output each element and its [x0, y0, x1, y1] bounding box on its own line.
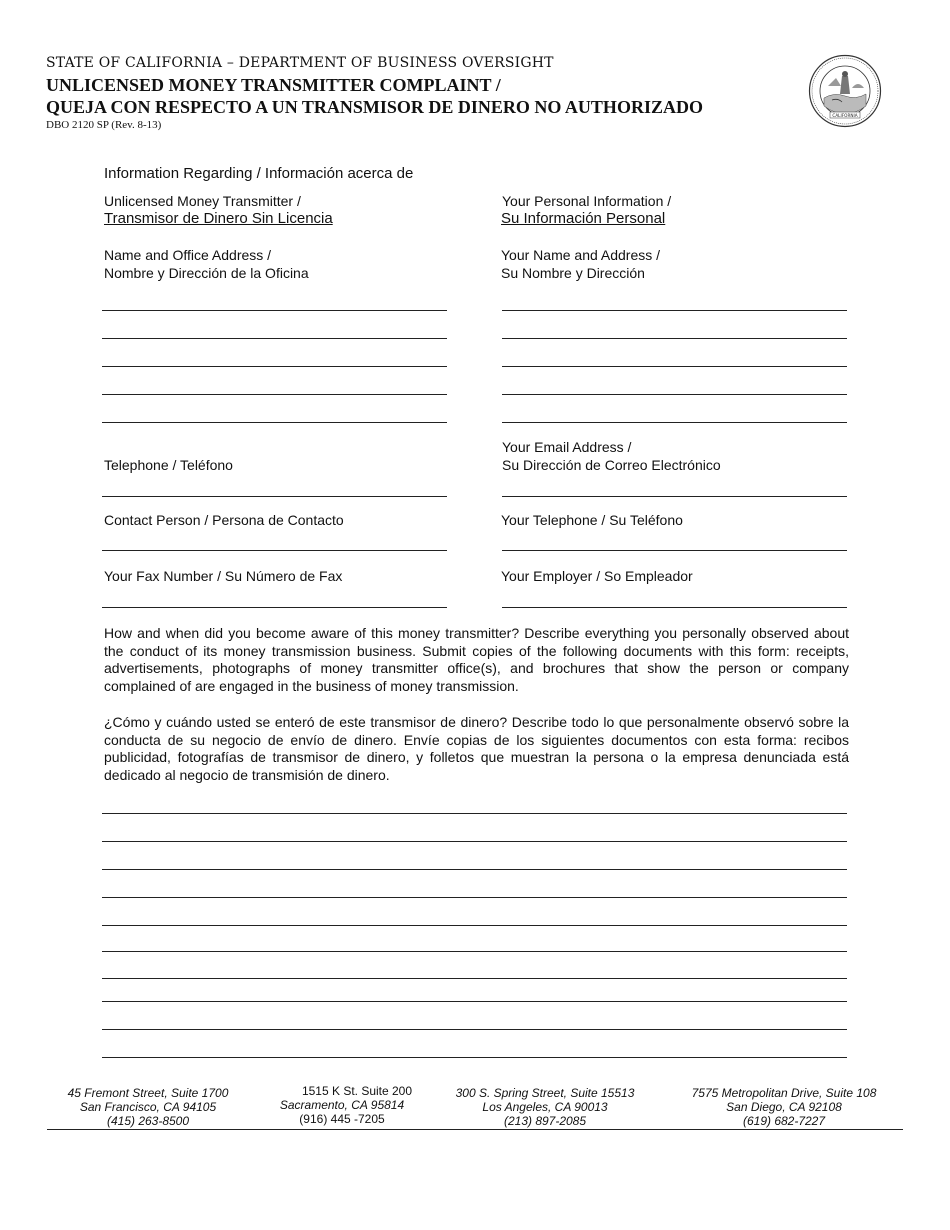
form-title-english: UNLICENSED MONEY TRANSMITTER COMPLAINT /	[46, 75, 501, 95]
contact-person-label: Contact Person / Persona de Contacto	[104, 512, 344, 528]
agency-name: STATE OF CALIFORNIA – DEPARTMENT OF BUSINESS OVERSIGHT	[46, 55, 554, 71]
footer-rule	[47, 1129, 903, 1130]
office-san-diego	[679, 1086, 889, 1128]
telephone-field[interactable]	[102, 496, 447, 497]
office-street: 1515 K St. Suite 200	[301, 1084, 413, 1098]
office-city: San Francisco, CA 94105	[79, 1100, 217, 1114]
employer-label: Your Employer / So Empleador	[501, 568, 693, 584]
office-phone: (916) 445 -7205	[299, 1112, 385, 1126]
office-los-angeles	[445, 1086, 645, 1128]
office-sacramento	[262, 1084, 422, 1126]
section-intro: Information Regarding / Información acerca de	[104, 165, 414, 182]
your-address-line-3[interactable]	[502, 366, 847, 367]
description-line-5[interactable]	[102, 925, 847, 926]
description-line-8[interactable]	[102, 1001, 847, 1002]
office-address-label-spanish: Nombre y Dirección de la Oficina	[104, 265, 309, 281]
description-line-4[interactable]	[102, 897, 847, 898]
office-phone: (619) 682-7227	[742, 1114, 826, 1128]
description-line-1[interactable]	[102, 813, 847, 814]
transmitter-heading: Unlicensed Money Transmitter /	[104, 193, 301, 209]
email-label-spanish: Su Dirección de Correo Electrónico	[502, 457, 721, 473]
transmitter-heading-spanish: Transmisor de Dinero Sin Licencia	[104, 210, 333, 227]
telephone-label: Telephone / Teléfono	[104, 457, 233, 473]
description-line-10[interactable]	[102, 1057, 847, 1058]
your-telephone-field[interactable]	[502, 550, 847, 551]
description-line-9[interactable]	[102, 1029, 847, 1030]
instructions-spanish: ¿Cómo y cuándo usted se enteró de este transmisor de dinero? Describe todo lo que personalmente observó sobre la conducta de su negocio de envío de dinero. Envíe copias de los siguientes documentos con esta forma: recibos publicidad, fotografías de transmisor de dinero, y folletos que muestran la persona o la empresa denunciada está dedicado al negocio de transmisión de dinero.	[104, 714, 849, 783]
office-phone: (213) 897-2085	[503, 1114, 587, 1128]
your-address-line-2[interactable]	[502, 338, 847, 339]
office-street: 45 Fremont Street, Suite 1700	[67, 1086, 229, 1100]
office-city: Sacramento, CA 95814	[279, 1098, 405, 1112]
description-line-2[interactable]	[102, 841, 847, 842]
office-street: 300 S. Spring Street, Suite 15513	[455, 1086, 635, 1100]
office-city: Los Angeles, CA 90013	[482, 1100, 608, 1114]
description-line-3[interactable]	[102, 869, 847, 870]
your-address-label: Your Name and Address /	[501, 247, 661, 263]
instructions-english: How and when did you become aware of this money transmitter? Describe everything you personally observed about the conduct of its money transmission business. Submit copies of the following documents with this form: receipts, advertisements, photographs of money transmitter office(s), and brochures that show the person or company complained of are engaged in the business of money transmission.	[104, 625, 849, 694]
state-seal-icon	[808, 54, 882, 128]
your-address-label-spanish: Su Nombre y Dirección	[501, 265, 645, 281]
office-address-label: Name and Office Address /	[104, 247, 272, 263]
office-address-line-1[interactable]	[102, 310, 447, 311]
office-address-line-5[interactable]	[102, 422, 447, 423]
form-number: DBO 2120 SP (Rev. 8-13)	[46, 119, 162, 131]
form-title-spanish: QUEJA CON RESPECTO A UN TRANSMISOR DE DINERO NO AUTHORIZADO	[46, 97, 703, 117]
your-address-line-1[interactable]	[502, 310, 847, 311]
your-telephone-label: Your Telephone / Su Teléfono	[501, 512, 683, 528]
personal-info-heading-spanish: Su Información Personal	[501, 210, 666, 227]
office-address-line-4[interactable]	[102, 394, 447, 395]
svg-text:CALIFORNIA: CALIFORNIA	[832, 112, 858, 118]
fax-field[interactable]	[102, 607, 447, 608]
personal-info-heading: Your Personal Information /	[502, 193, 672, 209]
office-san-francisco	[48, 1086, 248, 1128]
description-line-7[interactable]	[102, 978, 847, 979]
contact-person-field[interactable]	[102, 550, 447, 551]
fax-label: Your Fax Number / Su Número de Fax	[104, 568, 343, 584]
your-address-line-4[interactable]	[502, 394, 847, 395]
your-address-line-5[interactable]	[502, 422, 847, 423]
office-city: San Diego, CA 92108	[726, 1100, 842, 1114]
email-label: Your Email Address /	[502, 439, 632, 455]
description-line-6[interactable]	[102, 951, 847, 952]
office-address-line-2[interactable]	[102, 338, 447, 339]
office-phone: (415) 263-8500	[106, 1114, 190, 1128]
email-field[interactable]	[502, 496, 847, 497]
employer-field[interactable]	[502, 607, 847, 608]
office-address-line-3[interactable]	[102, 366, 447, 367]
office-street: 7575 Metropolitan Drive, Suite 108	[691, 1086, 877, 1100]
